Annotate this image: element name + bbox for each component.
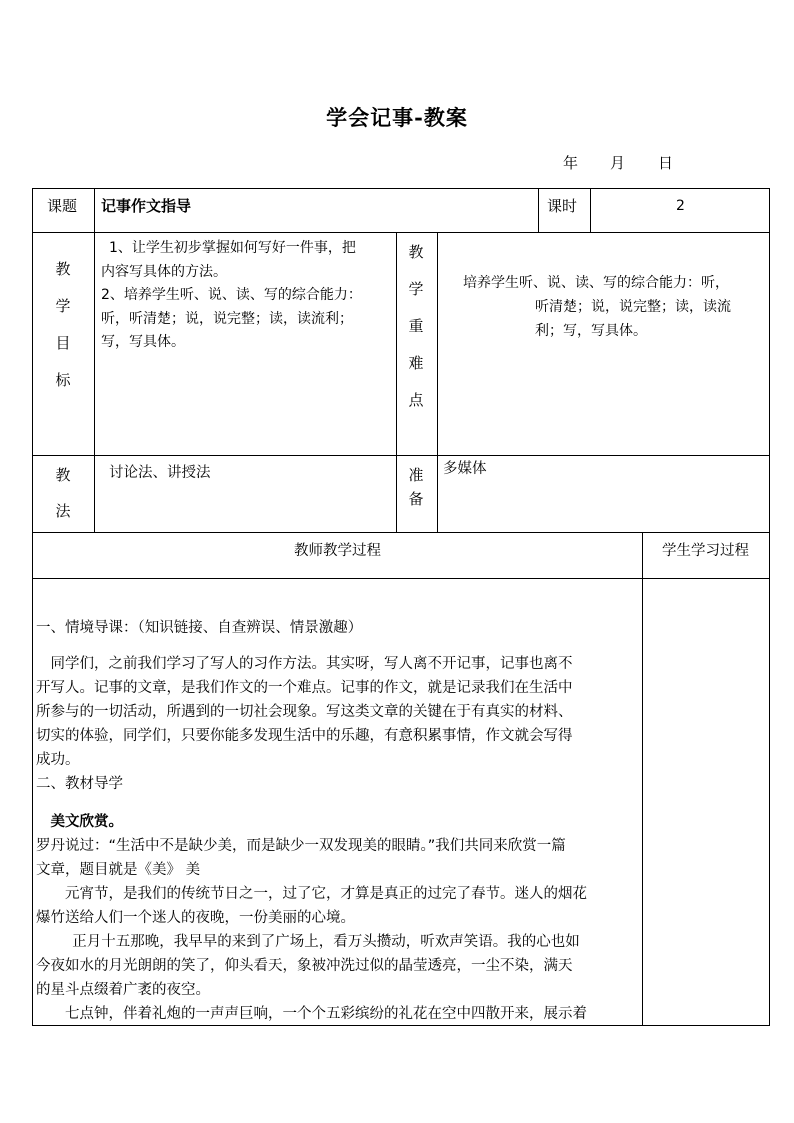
- prep-value: 多媒体: [443, 461, 487, 477]
- period-label: 课时: [547, 197, 578, 215]
- method-label: 教 法: [55, 466, 71, 520]
- col-divider: [437, 232, 438, 532]
- goals-text: 1、让学生初步掌握如何写好一件事，把 内容写具体的方法。 2、培养学生听、说、读、写的综合能力： 听，听清楚；说，说完整；读，读流利； 写，写具体。: [101, 240, 362, 350]
- process-paragraph-5: 七点钟，伴着礼炮的一声声巨响，一个个五彩缤纷的礼花在空中四散开来，展示着: [65, 1006, 587, 1022]
- student-process-header: 学生学习过程: [662, 543, 749, 559]
- process-paragraph-4: 正月十五那晚，我早早的来到了广场上，看万头攒动，听欢声笑语。我的心也如 今夜如水的月光朗朗的笑了，仰头看天，象被冲洗过似的晶莹透亮，一尘不染，满天 的星斗点缀着广袤的夜空。: [36, 934, 580, 998]
- method-value: 讨论法、讲授法: [109, 465, 211, 481]
- period-value: 2: [676, 198, 685, 214]
- process-paragraph-2: 罗丹说过：“生活中不是缺少美，而是缺少一双发现美的眼睛。”我们共同来欣赏一篇 文章，题目就是《美》 美: [36, 838, 566, 878]
- process-section-1: 一、情境导课：（知识链接、自查辨误、情景激趣）: [36, 620, 363, 636]
- topic-value: 记事作文指导: [101, 197, 192, 215]
- page-title: 学会记事-教案: [326, 105, 468, 130]
- col-divider: [590, 189, 591, 232]
- col-divider: [396, 232, 397, 532]
- date-month: 月: [610, 154, 626, 172]
- goals-label: 教 学 目 标: [55, 260, 71, 389]
- row-divider: [33, 578, 769, 579]
- appreciation-heading: 美文欣赏。: [50, 814, 123, 830]
- row-divider: [33, 455, 769, 456]
- keypoints-text: 培养学生听、说、读、写的综合能力：听， 听清楚；说，说完整；读，读流 利；写，写具体。: [463, 275, 731, 339]
- process-paragraph-3: 元宵节，是我们的传统节日之一，过了它，才算是真正的过完了春节。迷人的烟花 爆竹送给人们一个迷人的夜晚，一份美丽的心境。: [36, 886, 587, 926]
- date-year: 年: [563, 154, 579, 172]
- row-divider: [33, 232, 769, 233]
- keypoints-label: 教 学 重 难 点: [408, 243, 424, 409]
- teacher-process-header: 教师教学过程: [294, 543, 381, 559]
- process-section-2: 二、教材导学: [36, 776, 123, 792]
- prep-label: 准 备: [408, 466, 424, 508]
- row-divider: [33, 532, 769, 533]
- process-paragraph-1: 同学们，之前我们学习了写人的习作方法。其实呀，写人离不开记事，记事也离不 开写人。记事的文章，是我们作文的一个难点。记事的作文，就是记录我们在生活中 所参与的一切活动，所遇到的一切社会现象。写这类文章的关键在于有真实的材料、 切实的体验，同学们，只要你能多发现生活中的乐趣，有意积累事情，作文就会写得 成功。: [36, 656, 573, 768]
- col-divider: [642, 532, 643, 1026]
- date-day: 日: [658, 154, 674, 172]
- col-divider: [538, 189, 539, 232]
- col-divider: [94, 189, 95, 532]
- topic-label: 课题: [47, 197, 78, 215]
